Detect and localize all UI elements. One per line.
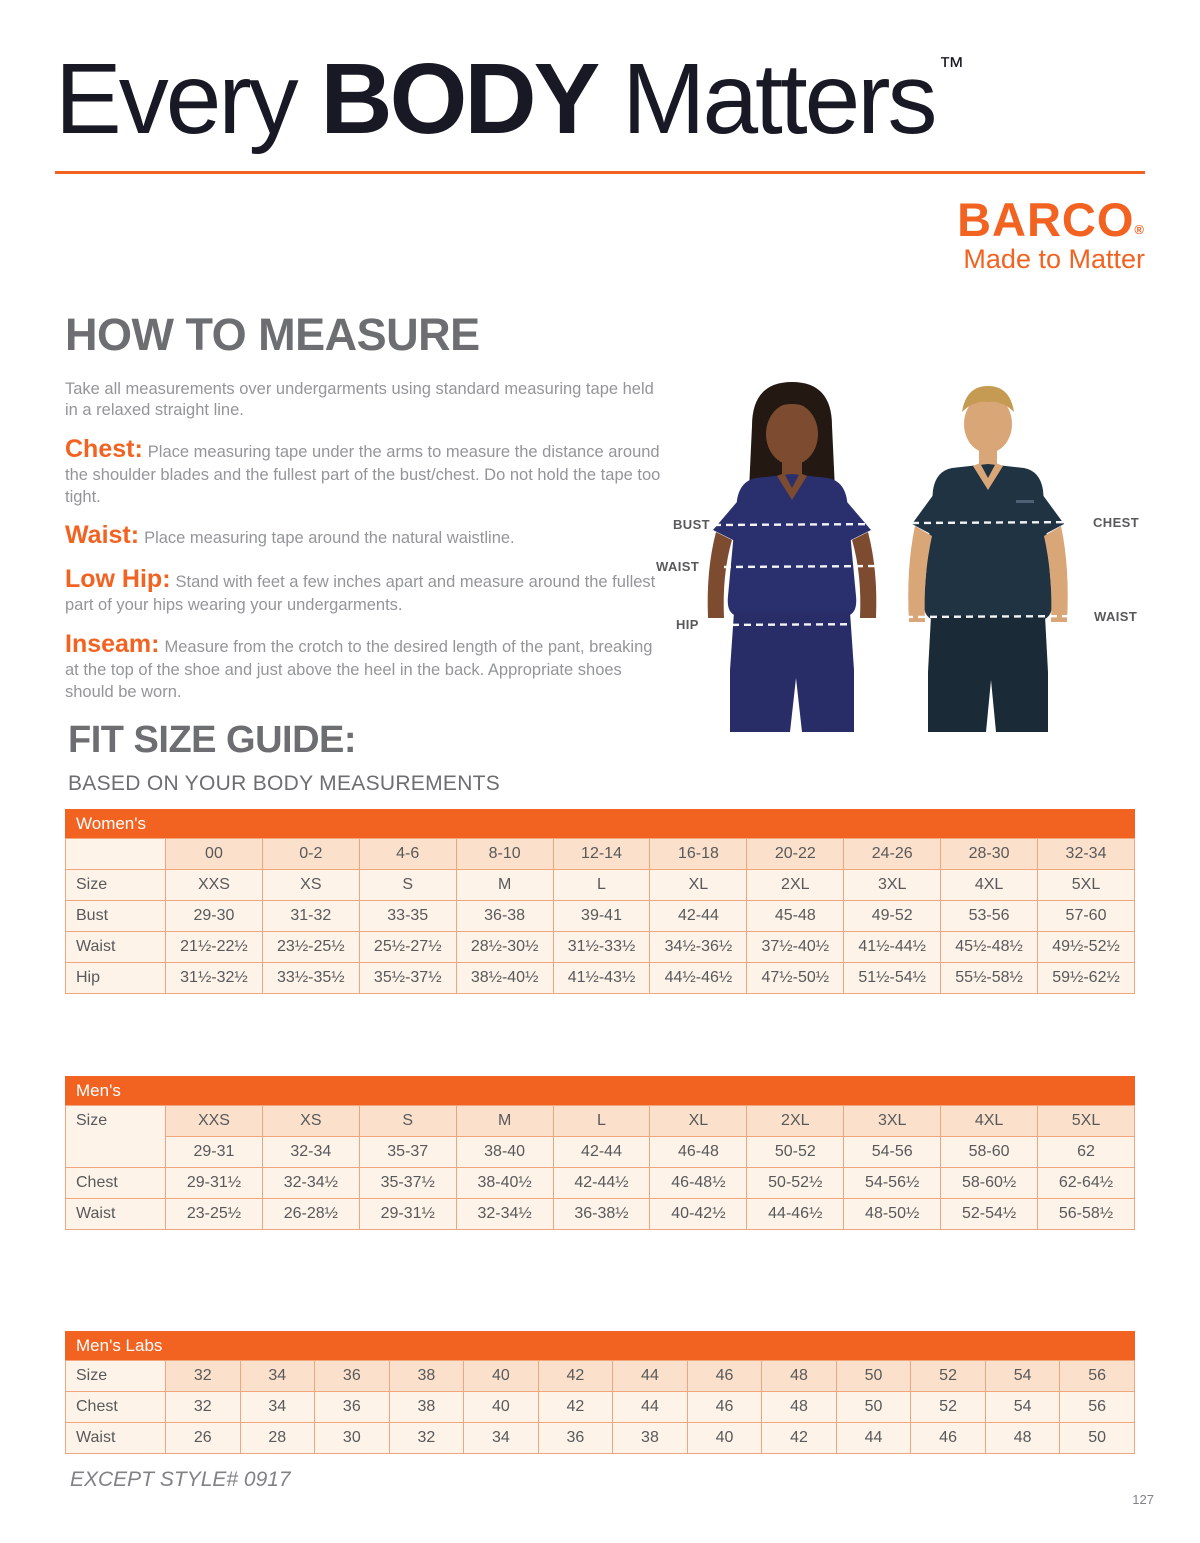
title-bold: BODY	[320, 43, 598, 155]
table-cell: 54-56½	[844, 1168, 941, 1199]
table-cell: 46-48½	[650, 1168, 747, 1199]
table-cell: 46	[911, 1423, 986, 1454]
table-cell: 47½-50½	[747, 963, 844, 994]
table-cell: 29-31½	[166, 1168, 263, 1199]
table-cell: 56	[1060, 1361, 1135, 1392]
table-cell: 4XL	[941, 870, 1038, 901]
table-cell: 25½-27½	[359, 932, 456, 963]
table-cell: 16-18	[650, 839, 747, 870]
table-cell: 40	[464, 1361, 539, 1392]
style-exception-note: EXCEPT STYLE# 0917	[70, 1468, 291, 1492]
divider	[55, 171, 1145, 174]
table-cell: 44½-46½	[650, 963, 747, 994]
table-cell: S	[359, 1106, 456, 1137]
table-cell: 31½-32½	[166, 963, 263, 994]
woman-figure	[708, 382, 877, 732]
table-cell: 32-34½	[262, 1168, 359, 1199]
table-cell: 49-52	[844, 901, 941, 932]
table-cell: 5XL	[1038, 870, 1135, 901]
trademark-symbol: ™	[938, 51, 965, 81]
table-cell: 56-58½	[1038, 1199, 1135, 1230]
table-cell: 21½-22½	[166, 932, 263, 963]
brand-wordmark: BARCO	[957, 193, 1135, 246]
table-cell: L	[553, 870, 650, 901]
row-label: Waist	[66, 1199, 166, 1230]
table-cell: 34	[240, 1392, 315, 1423]
page-number: 127	[1132, 1492, 1154, 1507]
table-cell: 46-48	[650, 1137, 747, 1168]
brand-name	[55, 193, 1145, 246]
bust-label: BUST	[673, 517, 710, 532]
man-figure	[908, 386, 1068, 732]
mens-labs-table-header: Men's Labs	[65, 1331, 1135, 1360]
table-cell: 46	[687, 1361, 762, 1392]
table-cell: XXS	[166, 1106, 263, 1137]
table-cell: 32	[389, 1423, 464, 1454]
fit-size-guide-subtitle: BASED ON YOUR BODY MEASUREMENTS	[68, 772, 501, 796]
how-to-measure-intro: Take all measurements over undergarments using standard measuring tape held in a relaxed straight line.	[65, 380, 654, 420]
table-cell: 34	[464, 1423, 539, 1454]
table-cell: XS	[262, 870, 359, 901]
table-cell: 48	[762, 1361, 837, 1392]
table-cell: 50-52	[747, 1137, 844, 1168]
table-cell: 62	[1038, 1137, 1135, 1168]
table-cell: 50	[1060, 1423, 1135, 1454]
table-cell: S	[359, 870, 456, 901]
table-cell: 33-35	[359, 901, 456, 932]
table-cell: 33½-35½	[262, 963, 359, 994]
table-cell: 32-34½	[456, 1199, 553, 1230]
table-cell: XL	[650, 870, 747, 901]
table-cell: XL	[650, 1106, 747, 1137]
table-cell: 34	[240, 1361, 315, 1392]
row-label: Chest	[66, 1392, 166, 1423]
table-cell: 48	[762, 1392, 837, 1423]
table-cell: 39-41	[553, 901, 650, 932]
measure-item-low-hip	[65, 563, 665, 617]
table-cell: 0-2	[262, 839, 359, 870]
table-cell: 52-54½	[941, 1199, 1038, 1230]
measure-item-chest	[65, 433, 665, 508]
table-cell: 55½-58½	[941, 963, 1038, 994]
table-cell: 57-60	[1038, 901, 1135, 932]
table-cell: 38-40	[456, 1137, 553, 1168]
page-header	[0, 0, 1200, 273]
table-cell: 32	[166, 1392, 241, 1423]
table-cell: 4XL	[941, 1106, 1038, 1137]
table-cell: 12-14	[553, 839, 650, 870]
table-cell: 35½-37½	[359, 963, 456, 994]
table-cell: 36	[315, 1361, 390, 1392]
row-label: Bust	[66, 901, 166, 932]
mens-table-header: Men's	[65, 1076, 1135, 1105]
table-cell: 3XL	[844, 870, 941, 901]
brand-logo	[55, 193, 1145, 274]
table-cell: 58-60	[941, 1137, 1038, 1168]
page-title	[55, 43, 1145, 155]
table-cell: 36	[315, 1392, 390, 1423]
table-cell: 37½-40½	[747, 932, 844, 963]
measure-text-inseam: Measure from the crotch to the desired length of the pant, breaking at the top of the shoe and just above the heel in the back. Appropriate shoes should be worn.	[65, 637, 653, 701]
table-cell: 38	[613, 1423, 688, 1454]
table-cell: 42-44	[650, 901, 747, 932]
measure-text-waist: Place measuring tape around the natural waistline.	[144, 529, 515, 548]
table-cell: 54	[985, 1361, 1060, 1392]
table-cell: 40	[687, 1423, 762, 1454]
table-cell: 26-28½	[262, 1199, 359, 1230]
table-cell: 52	[911, 1361, 986, 1392]
hip-label: HIP	[676, 617, 699, 632]
table-cell: 59½-62½	[1038, 963, 1135, 994]
table-cell: 20-22	[747, 839, 844, 870]
fit-size-guide-title: FIT SIZE GUIDE:	[68, 719, 357, 762]
table-cell: 30	[315, 1423, 390, 1454]
row-label: Waist	[66, 932, 166, 963]
table-cell: 48-50½	[844, 1199, 941, 1230]
mens-size-table	[65, 1105, 1135, 1230]
table-cell: 45½-48½	[941, 932, 1038, 963]
table-cell: 44	[836, 1423, 911, 1454]
row-label: Size	[66, 1106, 166, 1168]
measure-item-waist	[65, 519, 665, 552]
row-label: Size	[66, 870, 166, 901]
table-cell: M	[456, 1106, 553, 1137]
chest-label: CHEST	[1093, 515, 1140, 530]
table-cell: 38-40½	[456, 1168, 553, 1199]
row-label: Chest	[66, 1168, 166, 1199]
table-cell: 38	[389, 1392, 464, 1423]
measure-text-chest: Place measuring tape under the arms to measure the distance around the shoulder blades and the fullest part of the bust/chest. Do not hold the tape too tight.	[65, 442, 661, 506]
waist-label-men: WAIST	[1094, 609, 1138, 624]
table-cell: 41½-43½	[553, 963, 650, 994]
table-cell: 48	[985, 1423, 1060, 1454]
measure-item-inseam	[65, 628, 665, 703]
table-cell: 32-34	[1038, 839, 1135, 870]
table-cell: 45-48	[747, 901, 844, 932]
table-cell: 38	[389, 1361, 464, 1392]
table-cell: 41½-44½	[844, 932, 941, 963]
womens-table-header: Women's	[65, 809, 1135, 838]
table-cell: 38½-40½	[456, 963, 553, 994]
table-cell: 29-31½	[359, 1199, 456, 1230]
table-cell: 31½-33½	[553, 932, 650, 963]
table-cell: 5XL	[1038, 1106, 1135, 1137]
how-to-measure-title: HOW TO MEASURE	[65, 309, 480, 360]
measure-term-low-hip: Low Hip:	[65, 564, 171, 593]
table-cell: 32-34	[262, 1137, 359, 1168]
table-cell: 2XL	[747, 1106, 844, 1137]
table-cell: 58-60½	[941, 1168, 1038, 1199]
registered-symbol: ®	[1134, 222, 1145, 237]
table-cell: 8-10	[456, 839, 553, 870]
table-cell: XS	[262, 1106, 359, 1137]
table-cell: 28	[240, 1423, 315, 1454]
table-cell: 26	[166, 1423, 241, 1454]
table-cell: 44	[613, 1392, 688, 1423]
row-label	[66, 839, 166, 870]
table-cell: 23½-25½	[262, 932, 359, 963]
table-cell: 29-31	[166, 1137, 263, 1168]
table-cell: 49½-52½	[1038, 932, 1135, 963]
table-cell: 53-56	[941, 901, 1038, 932]
table-cell: 50	[836, 1361, 911, 1392]
table-cell: 42	[538, 1392, 613, 1423]
table-cell: 35-37½	[359, 1168, 456, 1199]
table-cell: 52	[911, 1392, 986, 1423]
table-cell: 36-38	[456, 901, 553, 932]
mens-labs-size-table	[65, 1360, 1135, 1454]
table-cell: 4-6	[359, 839, 456, 870]
table-cell: 50-52½	[747, 1168, 844, 1199]
table-cell: 00	[166, 839, 263, 870]
table-cell: 28-30	[941, 839, 1038, 870]
table-cell: 32	[166, 1361, 241, 1392]
measure-term-chest: Chest:	[65, 434, 143, 463]
table-cell: 62-64½	[1038, 1168, 1135, 1199]
table-cell: XXS	[166, 870, 263, 901]
table-cell: 42	[538, 1361, 613, 1392]
table-cell: 34½-36½	[650, 932, 747, 963]
title-light-post: Matters	[622, 43, 935, 155]
table-cell: 31-32	[262, 901, 359, 932]
table-cell: 42-44½	[553, 1168, 650, 1199]
table-cell: 40-42½	[650, 1199, 747, 1230]
row-label: Size	[66, 1361, 166, 1392]
measure-term-waist: Waist:	[65, 521, 140, 550]
table-cell: 28½-30½	[456, 932, 553, 963]
models-illustration	[650, 360, 1155, 732]
table-cell: 54-56	[844, 1137, 941, 1168]
models-photo	[650, 360, 1155, 732]
row-label: Hip	[66, 963, 166, 994]
table-cell: 42-44	[553, 1137, 650, 1168]
table-cell: 36-38½	[553, 1199, 650, 1230]
table-cell: 2XL	[747, 870, 844, 901]
title-light-pre: Every	[55, 43, 296, 155]
measure-term-inseam: Inseam:	[65, 629, 160, 658]
table-cell: M	[456, 870, 553, 901]
row-label: Waist	[66, 1423, 166, 1454]
table-cell: 36	[538, 1423, 613, 1454]
table-cell: 50	[836, 1392, 911, 1423]
table-cell: 56	[1060, 1392, 1135, 1423]
table-cell: 51½-54½	[844, 963, 941, 994]
table-cell: 24-26	[844, 839, 941, 870]
waist-label-women: WAIST	[656, 559, 700, 574]
brand-tagline: Made to Matter	[963, 244, 1145, 274]
table-cell: 23-25½	[166, 1199, 263, 1230]
table-cell: 35-37	[359, 1137, 456, 1168]
table-cell: 3XL	[844, 1106, 941, 1137]
womens-size-table	[65, 838, 1135, 994]
table-cell: 46	[687, 1392, 762, 1423]
table-cell: 44-46½	[747, 1199, 844, 1230]
measure-text-low-hip: Stand with feet a few inches apart and measure around the fullest part of your hips wearing your undergarments.	[65, 572, 656, 615]
table-cell: 44	[613, 1361, 688, 1392]
table-cell: 54	[985, 1392, 1060, 1423]
how-to-measure-section	[65, 309, 665, 703]
table-cell: 29-30	[166, 901, 263, 932]
table-cell: L	[553, 1106, 650, 1137]
table-cell: 42	[762, 1423, 837, 1454]
table-cell: 40	[464, 1392, 539, 1423]
